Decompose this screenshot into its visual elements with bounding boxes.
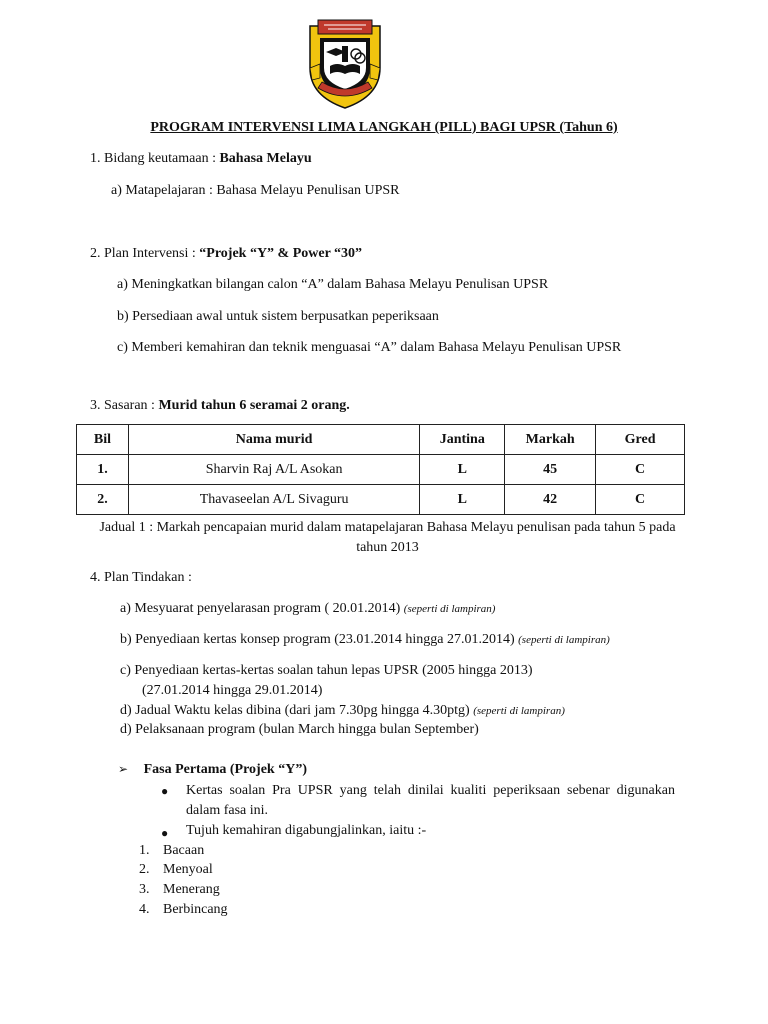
cell-gred: C xyxy=(596,485,685,515)
cell-jantina: L xyxy=(420,485,505,515)
section1-label: 1. Bidang keutamaan : xyxy=(90,151,220,166)
section4-item-b-text: b) Penyediaan kertas konsep program (23.01.2014 hingga 27.01.2014) xyxy=(120,632,519,647)
list-text: Bacaan xyxy=(163,843,205,858)
cell-bil: 2. xyxy=(77,485,129,515)
header-jantina: Jantina xyxy=(420,425,505,455)
section3-value: Murid tahun 6 seramai 2 orang. xyxy=(158,398,350,413)
header-bil: Bil xyxy=(77,425,129,455)
school-crest-icon xyxy=(304,18,386,110)
list-number: 3. xyxy=(139,882,150,897)
phase1-heading xyxy=(118,762,307,778)
table-caption: Jadual 1 : Markah pencapaian murid dalam matapelajaran Bahasa Melayu penulisan pada tahun 5 pada tahun 2013 xyxy=(99,520,676,555)
section4-item-a xyxy=(120,601,495,617)
section4-item-d-text: d) Jadual Waktu kelas dibina (dari jam 7.30pg hingga 4.30ptg) xyxy=(120,703,474,718)
list-item xyxy=(139,862,213,878)
student-marks-table xyxy=(76,424,685,515)
section4-item-b xyxy=(120,632,610,648)
bullet-icon: ● xyxy=(161,784,169,798)
phase1-title: Fasa Pertama (Projek “Y”) xyxy=(143,762,307,777)
document-title: PROGRAM INTERVENSI LIMA LANGKAH (PILL) BAGI UPSR (Tahun 6) xyxy=(150,120,618,135)
cell-markah: 45 xyxy=(505,455,596,485)
list-number: 1. xyxy=(139,843,150,858)
list-text: Menerang xyxy=(163,882,220,897)
section2-item-a: a) Meningkatkan bilangan calon “A” dalam Bahasa Melayu Penulisan UPSR xyxy=(117,277,549,292)
bullet-icon: ● xyxy=(161,826,169,840)
list-item xyxy=(139,882,220,898)
section1-value: Bahasa Melayu xyxy=(219,151,312,166)
section2-item-c: c) Memberi kemahiran dan teknik menguasai “A” dalam Bahasa Melayu Penulisan UPSR xyxy=(117,340,622,355)
arrow-bullet-icon: ➢ xyxy=(118,762,129,776)
section3-line xyxy=(90,398,350,414)
phase1-bullet-2: Tujuh kemahiran digabungjalinkan, iaitu :- xyxy=(186,823,427,838)
table-header-row xyxy=(77,425,685,455)
list-text: Menyoal xyxy=(163,862,213,877)
section2-value: “Projek “Y” & Power “30” xyxy=(199,246,363,261)
list-item xyxy=(139,843,204,859)
section4-item-c-dates: (27.01.2014 hingga 29.01.2014) xyxy=(142,683,323,698)
section4-item-d xyxy=(120,703,565,719)
section4-item-a-text: a) Mesyuarat penyelarasan program ( 20.01.2014) xyxy=(120,601,404,616)
table-row xyxy=(77,455,685,485)
section2-line xyxy=(90,246,362,262)
section2-label: 2. Plan Intervensi : xyxy=(90,246,200,261)
section4-item-a-note: (seperti di lampiran) xyxy=(403,603,496,615)
cell-nama: Sharvin Raj A/L Asokan xyxy=(128,455,419,485)
list-text: Berbincang xyxy=(163,902,228,917)
section4-item-d2: d) Pelaksanaan program (bulan March hingga bulan September) xyxy=(120,722,479,737)
cell-bil: 1. xyxy=(77,455,129,485)
list-number: 2. xyxy=(139,862,150,877)
section2-item-b: b) Persediaan awal untuk sistem berpusatkan peperiksaan xyxy=(117,309,439,324)
section4-item-d-note: (seperti di lampiran) xyxy=(473,705,565,717)
header-nama-murid: Nama murid xyxy=(128,425,419,455)
section1-line xyxy=(90,151,312,167)
section4-item-b-note: (seperti di lampiran) xyxy=(518,634,610,646)
table-row xyxy=(77,485,685,515)
section4-label: 4. Plan Tindakan : xyxy=(90,570,192,585)
section1-item-a: a) Matapelajaran : Bahasa Melayu Penulisan UPSR xyxy=(111,183,400,198)
cell-markah: 42 xyxy=(505,485,596,515)
list-item xyxy=(139,902,228,918)
header-gred: Gred xyxy=(596,425,685,455)
cell-jantina: L xyxy=(420,455,505,485)
header-markah: Markah xyxy=(505,425,596,455)
section3-label: 3. Sasaran : xyxy=(90,398,159,413)
cell-gred: C xyxy=(596,455,685,485)
phase1-bullet-1: Kertas soalan Pra UPSR yang telah dinilai kualiti peperiksaan sebenar digunakan dalam fasa ini. xyxy=(186,783,675,818)
cell-nama: Thavaseelan A/L Sivaguru xyxy=(128,485,419,515)
list-number: 4. xyxy=(139,902,150,917)
section4-item-c: c) Penyediaan kertas-kertas soalan tahun lepas UPSR (2005 hingga 2013) xyxy=(120,663,533,678)
